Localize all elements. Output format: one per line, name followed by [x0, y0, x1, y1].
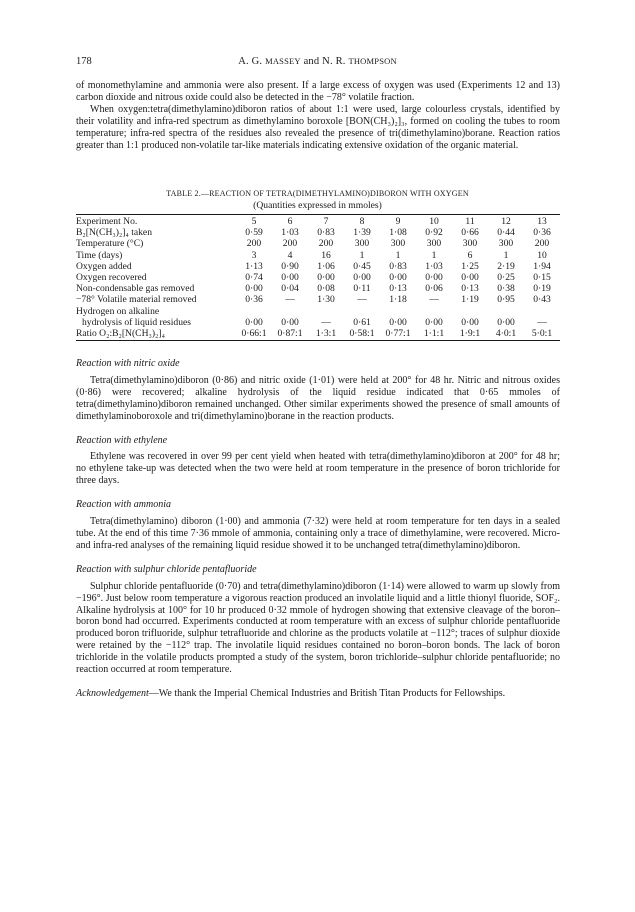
table-cell: 0·66: [461, 227, 479, 239]
table-cell: 0·45: [353, 260, 371, 272]
running-head-author-1: MASSEY: [265, 56, 301, 66]
table-cell: 0·95: [497, 294, 515, 306]
row-label: −78° Volatile material removed: [76, 294, 197, 306]
row-label: Experiment No.: [76, 215, 236, 228]
table-cell: 10: [537, 249, 547, 261]
row-label: Hydrogen on alkaline: [76, 305, 160, 317]
table-cell: 300: [354, 238, 370, 250]
running-head-author-2: THOMPSON: [348, 56, 397, 66]
table-cell: 0·36: [245, 294, 263, 306]
table-caption: [0, 188, 635, 200]
sections-text: [76, 346, 560, 705]
table-row: [76, 215, 560, 228]
page-number: 178: [76, 56, 92, 67]
table-cell: 0·83: [389, 260, 407, 272]
table-cell: 0·43: [533, 294, 551, 306]
table-label: TABLE 2.: [166, 189, 201, 198]
table-cell: 0·11: [353, 283, 371, 295]
table-cell: 1·13: [245, 260, 263, 272]
row-label: Time (days): [76, 249, 123, 261]
table-cell: 1·18: [389, 294, 407, 306]
table-cell: 1·3:1: [308, 328, 344, 341]
table-row: [76, 238, 560, 249]
section-heading: Reaction with ammonia: [76, 499, 171, 511]
table-cell: 0·59: [245, 227, 263, 239]
table-row: [76, 328, 560, 341]
table-cell: 0·06: [425, 283, 443, 295]
table-cell: 2·19: [497, 260, 515, 272]
table-cell: 4: [287, 249, 293, 261]
section-heading: Reaction with nitric oxide: [76, 358, 180, 369]
row-label: Non-condensable gas removed: [76, 283, 195, 295]
table-cell: 0·77:1: [380, 328, 416, 341]
table-cell: 0·00: [317, 272, 335, 284]
table-cell: 1: [431, 249, 437, 261]
table-row: [76, 294, 560, 305]
table-cell: 0·61: [353, 316, 371, 328]
table-cell: 0·58:1: [344, 328, 380, 341]
section-body: Sulphur chloride pentafluoride (0·70) and tetra(dimethylamino)diboron (1·14) were allowed to warm up slowly from −196°. Just below room temperature a vigorous reaction produced an involatile liquid and a little thionyl fluoride, SOF₂. Alkaline hydrolysis at 100° for 10 hr produced 0·32 mmole of hydrogen showing that extensive cleavage of the boron–boron bond had occurred. Experiments conducted at room temperature with an excess of sulphur chloride pentafluoride produced boron trifluoride, sulphur tetrafluoride and chlorine as the products volatile at −112°; traces of sulphur dioxide were retained by the −112° trap. The involatile liquid residues contained no boron–boron bonds. The lack of boron trichloride in the volatile products prompted a study of the system, boron trichloride–sulphur chloride pentafluoride; no reaction occurred at room temperature.: [76, 580, 560, 676]
table-cell: 3: [251, 249, 257, 261]
row-label: Oxygen recovered: [76, 272, 147, 284]
table-cell: 0·00: [245, 283, 263, 295]
table-cell: 1·08: [389, 227, 407, 239]
row-label: Ratio O₂:B₂[N(CH₃)₂]₄: [76, 328, 236, 341]
table-cell: 0·08: [317, 283, 335, 295]
table-cell: 13: [524, 215, 560, 228]
table-cell: 1·03: [281, 227, 299, 239]
table-cell: 0·36: [533, 227, 551, 239]
table-row: [76, 306, 560, 317]
section-heading: Reaction with ethylene: [76, 434, 168, 446]
table-cell: 1·19: [461, 294, 479, 306]
table-cell: 200: [534, 238, 550, 250]
table-cell: 0·00: [497, 316, 515, 328]
table-cell: 0·00: [245, 316, 263, 328]
running-head-initials-1: A. G.: [238, 56, 266, 67]
running-head: [0, 56, 635, 67]
table-cell: —: [321, 316, 331, 328]
table-cell: 200: [282, 238, 298, 250]
table-cell: 1·94: [533, 260, 551, 272]
table-subtitle: (Quantities expressed in mmoles): [253, 200, 382, 211]
table-cell: 1: [395, 249, 401, 261]
section-heading: Reaction with sulphur chloride pentafluoride: [76, 563, 257, 575]
table-title: —REACTION OF TETRA(DIMETHYLAMINO)DIBORON WITH OXYGEN: [200, 189, 469, 198]
table-cell: —: [537, 316, 547, 328]
table-cell: 1·06: [317, 260, 335, 272]
table-row: [76, 261, 560, 272]
table-cell: 1·1:1: [416, 328, 452, 341]
table-cell: 0·00: [281, 272, 299, 284]
row-label: hydrolysis of liquid residues: [82, 316, 191, 328]
table-cell: 0·04: [281, 283, 299, 295]
table-cell: 300: [462, 238, 478, 250]
table-cell: 1·25: [461, 260, 479, 272]
table-cell: 300: [426, 238, 442, 250]
table-row: [76, 250, 560, 261]
table-cell: 0·00: [461, 316, 479, 328]
table-cell: 0·90: [281, 260, 299, 272]
table-cell: 0·13: [389, 283, 407, 295]
intro-text: [76, 80, 560, 151]
table-cell: 0·25: [497, 272, 515, 284]
table-cell: 8: [344, 215, 380, 228]
table-cell: 0·19: [533, 283, 551, 295]
table-row: [76, 283, 560, 294]
table-cell: 0·00: [389, 272, 407, 284]
table-cell: —: [285, 294, 295, 306]
row-label: Oxygen added: [76, 260, 132, 272]
table-cell: 1: [359, 249, 365, 261]
section-body: Tetra(dimethylamino)diboron (0·86) and nitric oxide (1·01) were held at 200° for 48 hr. Nitric and nitrous oxides (0·86) were recovered; alkaline hydrolysis of the liquid residue indicated that 0·65 mmoles of tetra(dimethylamino)diboron remained unchanged. Other similar experiments showed the presence of small amounts of dimethylaminoboroxole and tri(dimethylamino)borane in the reaction products.: [76, 374, 560, 422]
acknowledgement-paragraph: [76, 688, 560, 700]
table-cell: 200: [246, 238, 262, 250]
section-body: Tetra(dimethylamino) diboron (1·00) and ammonia (7·32) were held at room temperature for ten days in a sealed tube. At the end of this time 7·36 mmole of ammonia, containing only a trace of dimethylamine, were recovered. Micro- and infra-red analyses of the remaining liquid residue showed it to be unchanged tetra(dimethylamino)diboron.: [76, 516, 560, 551]
table-cell: 0·44: [497, 227, 515, 239]
acknowledgement-label: Acknowledgement: [76, 687, 149, 699]
table-cell: 0·66:1: [236, 328, 272, 341]
table-cell: 0·00: [425, 272, 443, 284]
row-label: B₂[N(CH₃)₂]₄ taken: [76, 227, 152, 239]
table-cell: 0·74: [245, 272, 263, 284]
table-cell: 5·0:1: [524, 328, 560, 341]
table-cell: 0·00: [281, 316, 299, 328]
table-cell: —: [429, 294, 439, 306]
table-cell: 0·00: [425, 316, 443, 328]
table-cell: 6: [467, 249, 473, 261]
table-cell: 1·39: [353, 227, 371, 239]
table-cell: 0·83: [317, 227, 335, 239]
table-cell: 16: [321, 249, 331, 261]
table-cell: 7: [308, 215, 344, 228]
table-cell: 0·92: [425, 227, 443, 239]
table-cell: 0·87:1: [272, 328, 308, 341]
row-label: Temperature (°C): [76, 238, 144, 250]
table-cell: 200: [318, 238, 334, 250]
acknowledgement-text: —We thank the Imperial Chemical Industries and British Titan Products for Fellowships.: [148, 687, 506, 699]
table-row: [76, 272, 560, 283]
table-cell: —: [357, 294, 367, 306]
running-head-initials-2: and N. R.: [300, 56, 349, 67]
table-cell: 4·0:1: [488, 328, 524, 341]
intro-paragraph-1: of monomethylamine and ammonia were also present. If a large excess of oxygen was used (Experiments 12 and 13) carbon dioxide and nitrous oxide could also be detected in the −78° volatile fraction.: [76, 80, 560, 103]
table-cell: 1·03: [425, 260, 443, 272]
table-row: [76, 317, 560, 328]
intro-paragraph-2: When oxygen:tetra(dimethylamino)diboron ratios of about 1:1 were used, large colourless crystals, identified by their volatility and infra-red spectrum as dimethylamino boroxole [BON(CH₃)₂]₃, formed on cooling the tubes to room temperature; infra-red spectra of the residues also revealed the presence of tri(dimethylamino)borane. Reaction ratios greater than 1:1 produced non-volatile tar-like materials indicating extensive oxidation of the organic material.: [76, 103, 560, 151]
table-cell: 6: [272, 215, 308, 228]
table-cell: 5: [236, 215, 272, 228]
table-cell: 0·00: [353, 272, 371, 284]
table-cell: 0·15: [533, 272, 551, 284]
section-body: Ethylene was recovered in over 99 per cent yield when heated with tetra(dimethylamino)diboron at 200° for 48 hr; no ethylene take-up was detected when the two were held at room temperature in the presence of boron trichloride for three days.: [76, 451, 560, 487]
table-cell: 300: [390, 238, 406, 250]
table-cell: 1: [503, 249, 509, 261]
table-cell: 0·38: [497, 283, 515, 295]
table-cell: 1·30: [317, 294, 335, 306]
table-cell: 10: [416, 215, 452, 228]
table-cell: 0·00: [461, 272, 479, 284]
table-row: [76, 227, 560, 238]
table-cell: 11: [452, 215, 488, 228]
table-cell: 300: [498, 238, 514, 250]
table-cell: 12: [488, 215, 524, 228]
table-cell: 0·13: [461, 283, 479, 295]
oxygen-reaction-table: [76, 214, 560, 341]
table-cell: 9: [380, 215, 416, 228]
table-cell: 0·00: [389, 316, 407, 328]
table-cell: 1·9:1: [452, 328, 488, 341]
